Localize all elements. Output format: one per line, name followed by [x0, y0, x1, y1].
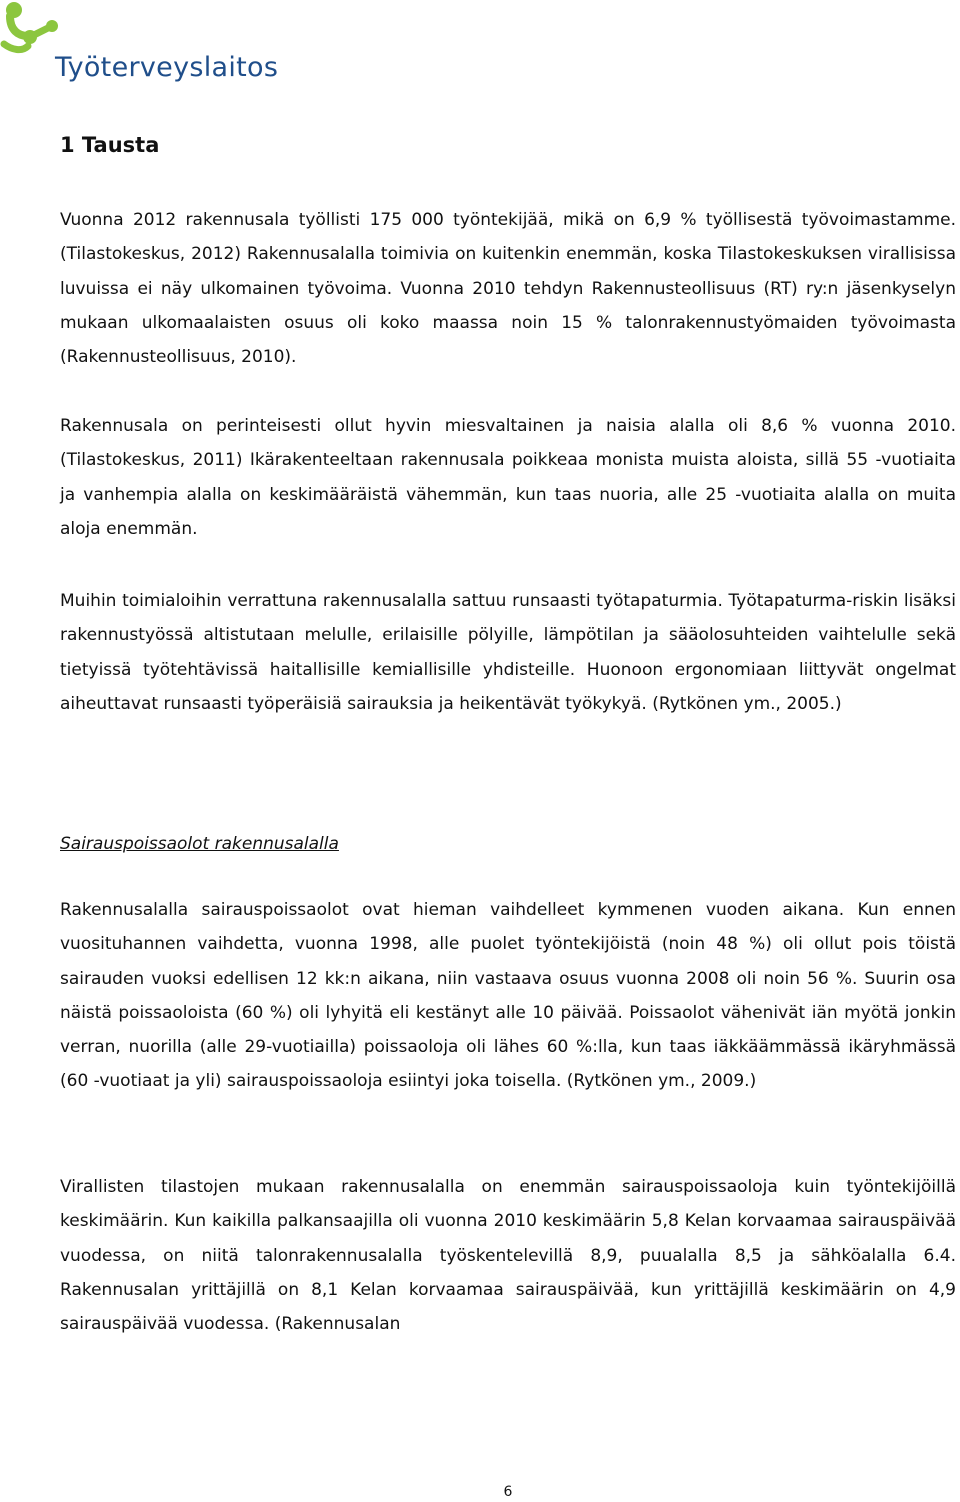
- logo-wordmark: Työterveyslaitos: [55, 52, 279, 83]
- section-title: 1 Tausta: [60, 133, 160, 157]
- tyoterveyslaitos-logo: [0, 0, 279, 100]
- paragraph-accidents: Muihin toimialoihin verrattuna rakennusalalla sattuu runsaasti työtapaturmia. Työtapaturma-riskin lisäksi rakennustyössä altistutaan melulle, erilaisille pölyille, lämpötilan ja sääolosuhteiden vaihtelulle sekä tietyissä työtehtävissä haitallisille kemiallisille yhdisteille. Huonoon ergonomiaan liittyvät ongelmat aiheuttavat runsaasti työperäisiä sairauksia ja heikentävät työkykyä. (Rytkönen ym., 2005.): [60, 591, 956, 714]
- paragraph-employment: Vuonna 2012 rakennusala työllisti 175 000 työntekijää, mikä on 6,9 % työllisestä työvoimastamme. (Tilastokeskus, 2012) Rakennusalalla toimivia on kuitenkin enemmän, koska Tilastokeskuksen virallisissa luvuissa ei näy ulkomainen työvoima. Vuonna 2010 tehdyn Rakennusteollisuus (RT) ry:n jäsenkyselyn mukaan ulkomaalaisten osuus oli koko maassa noin 15 % talonrakennustyömaiden työvoimasta (Rakennusteollisuus, 2010).: [60, 210, 956, 368]
- subsection-title: Sairauspoissaolot rakennusalalla: [60, 834, 339, 854]
- paragraph-statistics: Virallisten tilastojen mukaan rakennusalalla on enemmän sairauspoissaoloja kuin työntekijöillä keskimäärin. Kun kaikilla palkansaajilla oli vuonna 2010 keskimäärin 5,8 Kelan korvaamaa sairauspäivää vuodessa, on niitä talonrakennusalalla työskentelevillä 8,9, puualalla 8,5 ja sähköalalla 6.4. Rakennusalan yrittäjillä on 8,1 Kelan korvaamaa sairauspäivää, kun yrittäjillä keskimäärin on 4,9 sairauspäivää vuodessa. (Rakennusalan: [60, 1177, 956, 1335]
- paragraph-sick-leave: Rakennusalalla sairauspoissaolot ovat hieman vaihdelleet kymmenen vuoden aikana. Kun ennen vuosituhannen vaihdetta, vuonna 1998, alle puolet työntekijöistä (noin 48 %) oli ollut pois töistä sairauden vuoksi edellisen 12 kk:n aikana, niin vastaava osuus vuonna 2008 oli noin 56 %. Suurin osa näistä poissaoloista (60 %) oli lyhyitä eli kestänyt alle 10 päivää. Poissaolot vähenivät iän myötä jonkin verran, nuorilla (alle 29-vuotiailla) poissaoloja oli lähes 60 %:lla, kun taas iäkkäämmässä ikäryhmässä (60 -vuotiaat ja yli) sairauspoissaoloja esiintyi joka toisella. (Rytkönen ym., 2009.): [60, 900, 956, 1092]
- page-number: 6: [503, 1484, 513, 1500]
- paragraph-gender-age: Rakennusala on perinteisesti ollut hyvin miesvaltainen ja naisia alalla oli 8,6 % vuonna 2010. (Tilastokeskus, 2011) Ikärakenteeltaan rakennusala poikkeaa monista muista aloista, sillä 55 -vuotiaita ja vanhempia alalla on keskimääräistä vähemmän, kun taas nuoria, alle 25 -vuotiaita alalla on muita aloja enemmän.: [60, 416, 956, 539]
